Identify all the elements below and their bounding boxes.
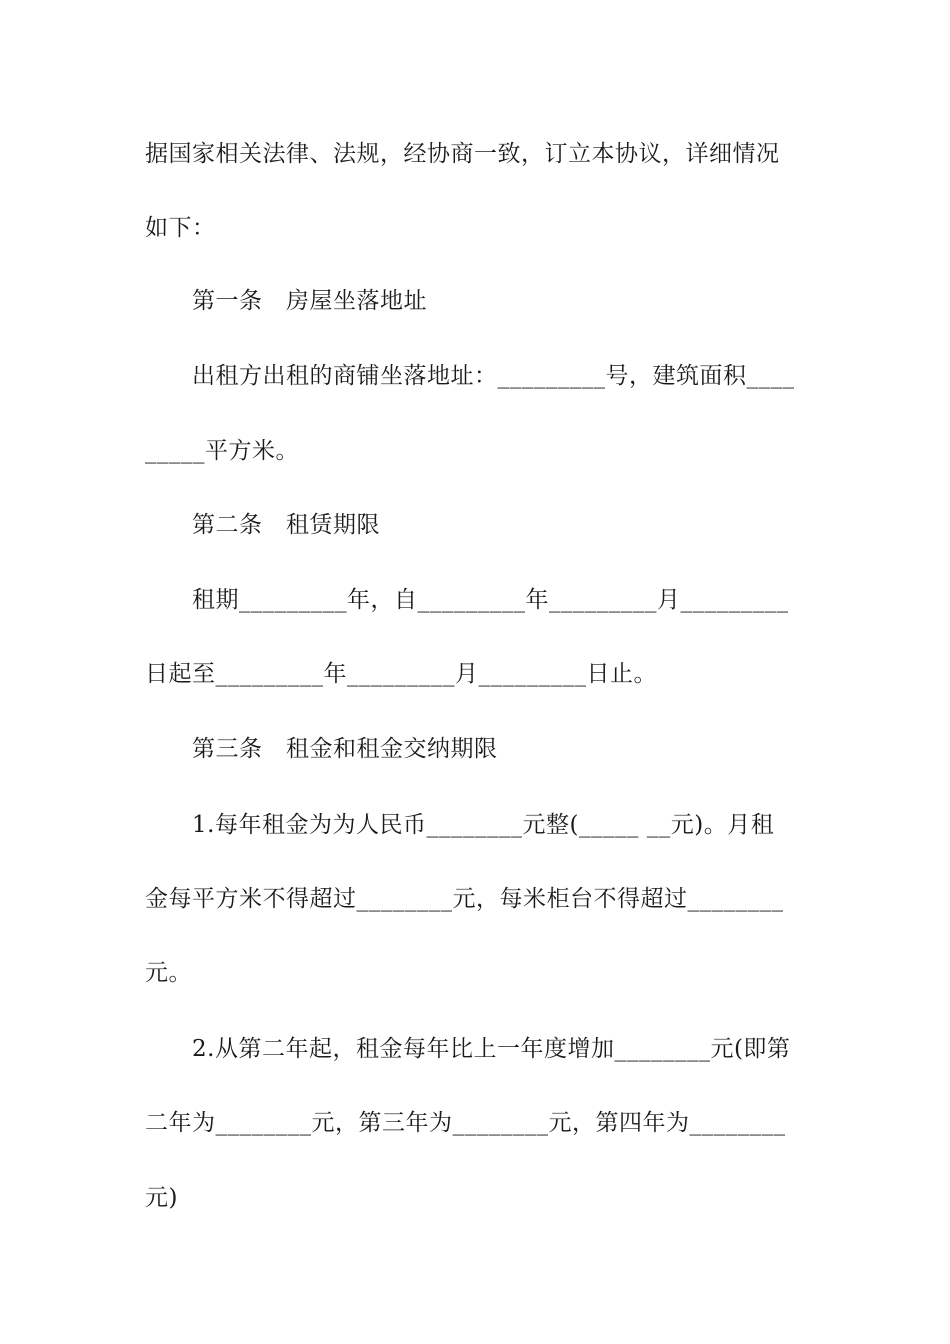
paragraph-line: 2.从第二年起，租金每年比上一年度增加________元(即第 bbox=[192, 1036, 791, 1062]
paragraph-line: 1.每年租金为为人民币________元整(_____ __元)。月租 bbox=[192, 812, 775, 838]
paragraph-line: 二年为________元，第三年为________元，第四年为________ bbox=[145, 1110, 786, 1136]
paragraph-line: 元。 bbox=[145, 960, 192, 986]
article-heading: 第一条 房屋坐落地址 bbox=[192, 288, 427, 314]
paragraph-line: 据国家相关法律、法规，经协商一致，订立本协议，详细情况 bbox=[145, 141, 780, 167]
paragraph-line: 如下： bbox=[145, 215, 216, 241]
paragraph-line: _____平方米。 bbox=[145, 438, 299, 464]
article-heading: 第三条 租金和租金交纳期限 bbox=[192, 736, 498, 762]
paragraph-line: 金每平方米不得超过________元，每米柜台不得超过________ bbox=[145, 886, 784, 912]
paragraph-line: 元) bbox=[145, 1185, 178, 1211]
paragraph-line: 出租方出租的商铺坐落地址：_________号，建筑面积____ bbox=[192, 363, 795, 389]
paragraph-line: 日起至_________年_________月_________日止。 bbox=[145, 661, 657, 687]
paragraph-line: 租期_________年，自_________年_________月_________ bbox=[192, 587, 789, 613]
article-heading: 第二条 租赁期限 bbox=[192, 512, 380, 538]
